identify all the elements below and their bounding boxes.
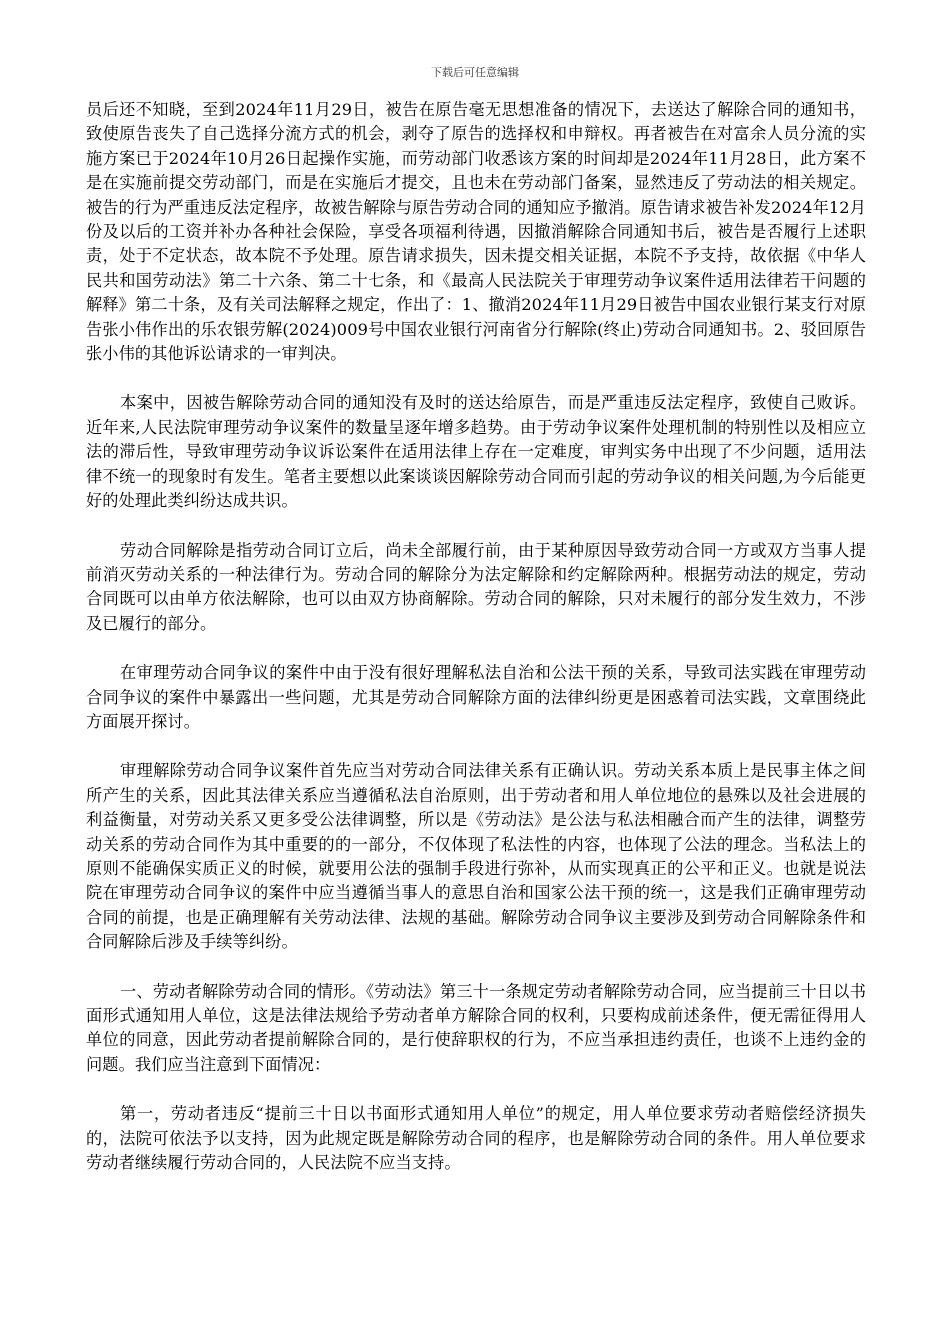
document-body bbox=[86, 98, 866, 1200]
page-header: 下载后可任意编辑 bbox=[431, 66, 519, 79]
paragraph: 一、劳动者解除劳动合同的情形。《劳动法》第三十一条规定劳动者解除劳动合同，应当提前三十日以书面形式通知用人单位，这是法律法规给予劳动者单方解除合同的权利，只要构成前述条件，便无需征得用人单位的同意，因此劳动者提前解除合同的，是行使辞职权的行为，不应当承担违约责任，也谈不上违约金的问题。我们应当注意到下面情况： bbox=[86, 981, 866, 1074]
paragraph: 劳动合同解除是指劳动合同订立后，尚未全部履行前，由于某种原因导致劳动合同一方或双方当事人提前消灭劳动关系的一种法律行为。劳动合同的解除分为法定解除和约定解除两种。根据劳动法的规定，劳动合同既可以由单方依法解除，也可以由双方协商解除。劳动合同的解除，只对未履行的部分发生效力，不涉及已履行的部分。 bbox=[86, 540, 866, 633]
paragraph: 审理解除劳动合同争议案件首先应当对劳动合同法律关系有正确认识。劳动关系本质上是民事主体之间所产生的关系，因此其法律关系应当遵循私法自治原则，出于劳动者和用人单位地位的悬殊以及社会进展的利益衡量，对劳动关系又更多受公法律调整，所以是《劳动法》是公法与私法相融合而产生的法律，调整劳动关系的劳动合同作为其中重要的的一部分，不仅体现了私法性的内容，也体现了公法的理念。当私法上的原则不能确保实质正义的时候，就要用公法的强制手段进行弥补，从而实现真正的公平和正义。也就是说法院在审理劳动合同争议的案件中应当遵循当事人的意思自治和国家公法干预的统一，这是我们正确审理劳动合同的前提，也是正确理解有关劳动法律、法规的基础。解除劳动合同争议主要涉及到劳动合同解除条件和合同解除后涉及手续等纠纷。 bbox=[86, 761, 866, 952]
paragraph: 员后还不知晓，至到2024年11月29日，被告在原告毫无思想准备的情况下，去送达了解除合同的通知书，致使原告丧失了自己选择分流方式的机会，剥夺了原告的选择权和申辩权。再者被告在对富余人员分流的实施方案已于2024年10月26日起操作实施，而劳动部门收悉该方案的时间却是2024年11月28日，此方案不是在实施前提交劳动部门，而是在实施后才提交，且也未在劳动部门备案，显然违反了劳动法的相关规定。被告的行为严重违反法定程序，故被告解除与原告劳动合同的通知应予撤消。原告请求被告补发2024年12月份及以后的工资并补办各种社会保险，享受各项福利待遇，因撤消解除合同通知书后，被告是否履行上述职责，处于不定状态，故本院不予处理。原告请求损失，因未提交相关证据，本院不予支持，故依据《中华人民共和国劳动法》第二十六条、第二十七条，和《最高人民法院关于审理劳动争议案件适用法律若干问题的解释》第二十条，及有关司法解释之规定，作出了：1、撤消2024年11月29日被告中国农业银行某支行对原告张小伟作出的乐农银劳解(2024)009号中国农业银行河南省分行解除(终止)劳动合同通知书。2、驳回原告张小伟的其他诉讼请求的一审判决。 bbox=[86, 100, 866, 364]
paragraph: 在审理劳动合同争议的案件中由于没有很好理解私法自治和公法干预的关系，导致司法实践在审理劳动合同争议的案件中暴露出一些问题，尤其是劳动合同解除方面的法律纠纷更是困惑着司法实践，文章围绕此方面展开探讨。 bbox=[86, 663, 866, 731]
paragraph: 本案中，因被告解除劳动合同的通知没有及时的送达给原告，而是严重违反法定程序，致使自己败诉。近年来,人民法院审理劳动争议案件的数量呈逐年增多趋势。由于劳动争议案件处理机制的特别性以及相应立法的滞后性，导致审理劳动争议诉讼案件在适用法律上存在一定难度，审判实务中出现了不少问题，适用法律不统一的现象时有发生。笔者主要想以此案谈谈因解除劳动合同而引起的劳动争议的相关问题,为今后能更好的处理此类纠纷达成共识。 bbox=[86, 393, 866, 511]
paragraph: 第一，劳动者违反“提前三十日以书面形式通知用人单位”的规定，用人单位要求劳动者赔偿经济损失的，法院可依法予以支持，因为此规定既是解除劳动合同的程序，也是解除劳动合同的条件。用人单位要求劳动者继续履行劳动合同的，人民法院不应当支持。 bbox=[86, 1104, 866, 1173]
